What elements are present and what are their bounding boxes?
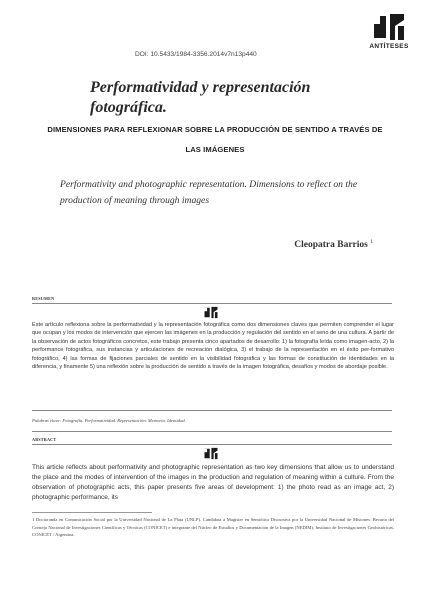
article-title-es: Performatividad y representación fotográfica.	[90, 79, 311, 116]
section-logo-icon	[203, 447, 219, 460]
abstract-text: This article reflects about performativity and photographic representation as two key dimensions that allow us to understand the place and the modes of intervention of the images in the production and regulation of meaning within a culture. From the observation of photographic acts, this paper presents five areas of development: 1) the photo read as an image act, 2) photographic performance, its	[32, 464, 394, 501]
article-title-en: Performativity and photographic representation. Dimensions to reflect on the production of meaning through images	[60, 179, 358, 206]
footnote-rule	[32, 512, 152, 513]
footnote-marker[interactable]: 1	[370, 239, 373, 245]
abstract-label: ABSTRACT	[32, 437, 57, 442]
keywords: Palabras clave: Fotografía. Performatividad. Representación. Memoria. Identidad.	[32, 418, 186, 423]
subtitle-text: DIMENSIONES PARA REFLEXIONAR SOBRE LA PRODUCCIÓN DE SENTIDO A TRAVÉS DE LAS IMÁGENES	[47, 125, 383, 154]
abstract-rule	[32, 444, 392, 445]
resumen-rule	[32, 303, 392, 304]
doi[interactable]: DOI: 10.5433/1984-3356.2014v7n13p440	[135, 51, 257, 58]
antiteses-logo-icon	[372, 12, 406, 42]
resumen-text: Este artículo reflexiona sobre la performatividad y la representación fotográfica como dos dimensiones claves que permiten comprender el lugar que ocupan y los modos de intervención que ejercen las imágenes en la producción y regulación del sentido en el seno de una cultura. A partir de la observación de actos fotográficos concretos, este trabajo presenta cinco apartados de desarrollo: 1) la fotografía leída como imagen-acto, 2) la performance fotográfica, sus instancias y articulaciones de recreación dialógica, 3) el trabajo de la representación en el éxito per-formativo fotográfico, 4) las formas de fijaciones parciales de sentido en la visibilidad fotográfica y las formas de constitución de identidades en la diferencia, y finamente 5) una reflexión sobre la producción de sentido a través de la imagen fotográfica, desafíos y modos de abordaje posible.	[32, 322, 394, 371]
author	[294, 239, 373, 250]
article-subtitle-es	[40, 120, 390, 160]
journal-logo	[367, 12, 411, 50]
footnote: 1 Doctoranda en Comunicación Social por la Universidad Nacional de La Plata (UNLP). Candidata a Magíster en Semiótica Discursiva por la Universidad Nacional de Misiones. Becaria del Consejo Nacional de Investigaciones Científicas y Técnicas (CONICET) e integrante del Núcleo de Estudios y Documentación de la Imagen (NEDIM), Instituto de Investigaciones Geohistóricas, CONICET / Argentina.	[32, 517, 394, 538]
section-logo-icon	[203, 306, 219, 319]
resumen-label: RESUMEN	[32, 296, 55, 301]
keywords-rule-top	[32, 410, 392, 411]
keywords-rule-bottom	[32, 431, 392, 432]
author-name: Cleopatra Barrios	[294, 240, 368, 251]
journal-name: ANTÍTESES	[369, 43, 409, 50]
